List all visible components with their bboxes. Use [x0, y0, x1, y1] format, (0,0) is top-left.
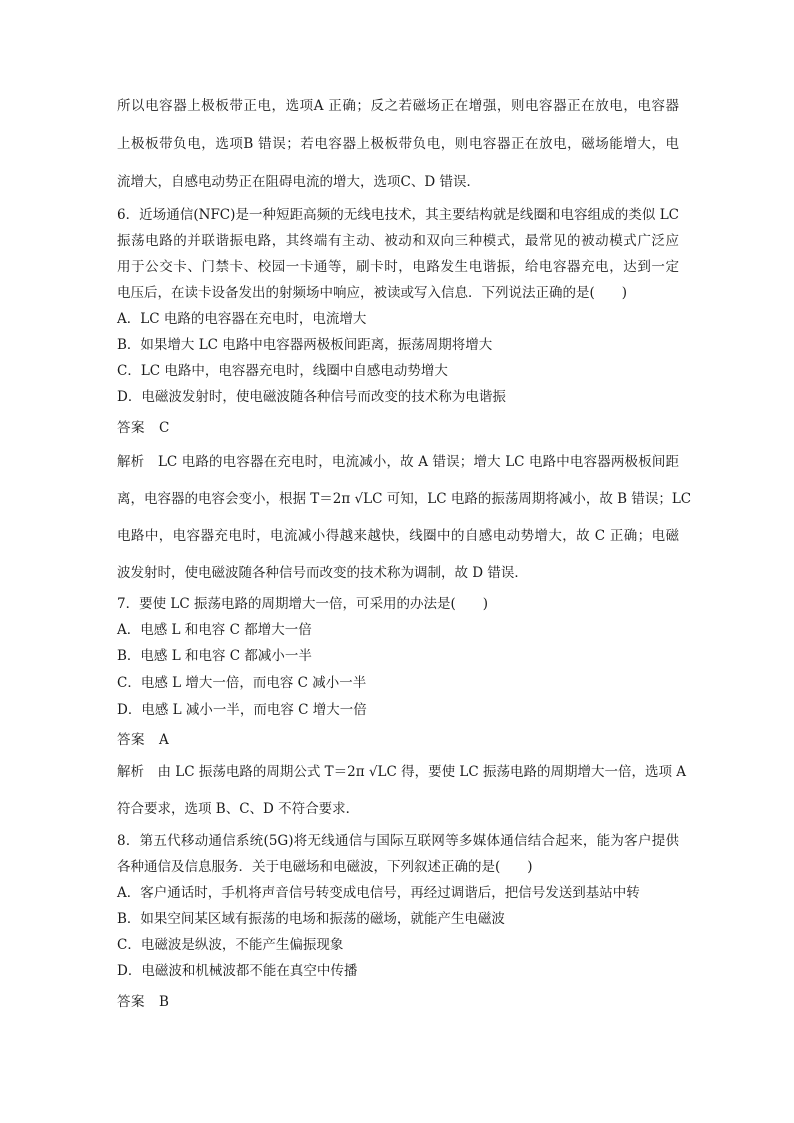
explanation: 波发射时，使电磁波随各种信号而改变的技术称为调制，故 D 错误． — [117, 565, 528, 581]
answer: 答案 C — [117, 420, 170, 436]
explanation: 离，电容器的电容会变小，根据 T＝2π √LC 可知，LC 电路的振荡周期将减小，故 B 错误；LC — [117, 491, 692, 507]
question-6-stem: 用于公交卡、门禁卡、校园一卡通等，刷卡时，电路发生电谐振，给电容器充电，达到一定 — [117, 259, 679, 275]
option-a: A．电感 L 和电容 C 都增大一倍 — [117, 622, 312, 638]
question-6-stem: 6．近场通信(NFC)是一种短距高频的无线电技术，其主要结构就是线圈和电容组成的类似 LC — [117, 207, 679, 223]
option-d: D．电感 L 减小一半，而电容 C 增大一倍 — [117, 702, 367, 718]
option-b: B．如果增大 LC 电路中电容器两极板间距离，振荡周期将增大 — [117, 337, 493, 353]
option-d: D．电磁波和机械波都不能在真空中传播 — [117, 963, 358, 979]
option-c: C．电感 L 增大一倍，而电容 C 减小一半 — [117, 675, 367, 691]
answer: 答案 A — [117, 732, 170, 748]
question-8-stem: 各种通信及信息服务．关于电磁场和电磁波，下列叙述正确的是( ) — [117, 859, 533, 875]
explanation: 符合要求，选项 B、C、D 不符合要求． — [117, 801, 360, 817]
answer: 答案 B — [117, 994, 170, 1010]
explanation: 解析 由 LC 振荡电路的周期公式 T＝2π √LC 得，要使 LC 振荡电路的周期增大一倍，选项 A — [117, 764, 687, 780]
explanation: 解析 LC 电路的电容器在充电时，电流减小，故 A 错误；增大 LC 电路中电容器两极板间距 — [117, 454, 679, 470]
option-a: A．客户通话时，手机将声音信号转变成电信号，再经过调谐后，把信号发送到基站中转 — [117, 885, 640, 901]
question-6-stem: 电压后，在读卡设备发出的射频场中响应，被读或写入信息．下列说法正确的是( ) — [117, 285, 628, 301]
question-6-stem: 振荡电路的并联谐振电路，其终端有主动、被动和双向三种模式，最常见的被动模式广泛应 — [117, 233, 679, 249]
option-a: A．LC 电路的电容器在充电时，电流增大 — [117, 311, 367, 327]
option-c: C．电磁波是纵波，不能产生偏振现象 — [117, 937, 344, 953]
option-b: B．如果空间某区域有振荡的电场和振荡的磁场，就能产生电磁波 — [117, 911, 505, 927]
explanation: 电路中，电容器充电时，电流减小得越来越快，线圈中的自感电动势增大，故 C 正确；电磁 — [117, 528, 679, 544]
option-c: C．LC 电路中，电容器充电时，线圈中自感电动势增大 — [117, 363, 448, 379]
question-8-stem: 8．第五代移动通信系统(5G)将无线通信与国际互联网等多媒体通信结合起来，能为客户提供 — [117, 833, 679, 849]
option-d: D．电磁波发射时，使电磁波随各种信号而改变的技术称为电谐振 — [117, 389, 506, 405]
option-b: B．电感 L 和电容 C 都减小一半 — [117, 648, 312, 664]
text-line: 流增大，自感电动势正在阻碍电流的增大，选项C、D 错误． — [117, 174, 480, 190]
text-line: 上极板带负电，选项B 错误；若电容器上极板带负电，则电容器正在放电，磁场能增大，电 — [117, 136, 679, 152]
text-line: 所以电容器上极板带正电，选项A 正确；反之若磁场正在增强，则电容器正在放电，电容器 — [117, 98, 679, 114]
question-7-stem: 7．要使 LC 振荡电路的周期增大一倍，可采用的办法是( ) — [117, 596, 488, 612]
